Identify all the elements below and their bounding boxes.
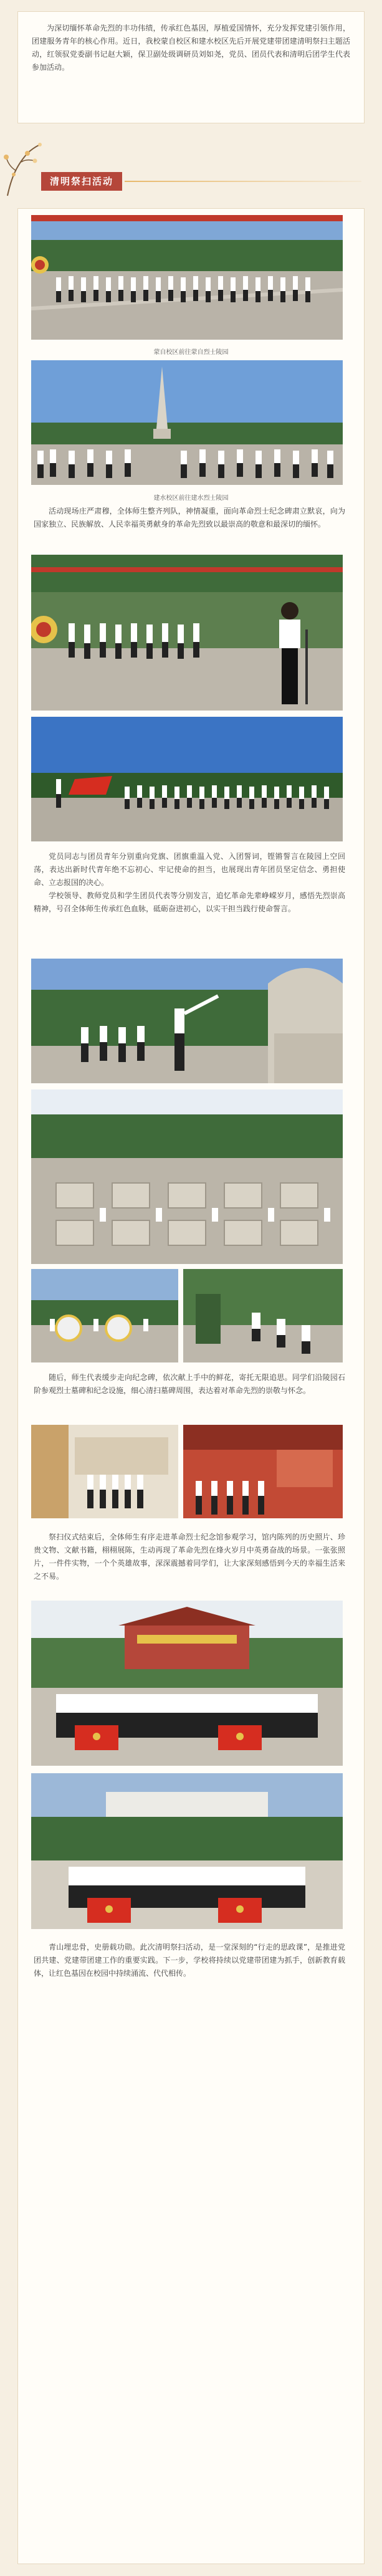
paragraph-1-block	[34, 505, 345, 531]
paragraph-4-block	[34, 1371, 345, 1397]
photo-sweeping	[183, 1269, 343, 1362]
paragraph-4: 随后，师生代表缓步走向纪念碑，依次献上手中的鲜花，寄托无限追思。同学们沿陵园石阶参观烈士墓碑和纪念设施，细心清扫墓碑周围，表达着对革命先烈的崇敬与怀念。	[34, 1373, 345, 1395]
photo-group-gate	[31, 1601, 343, 1766]
photo-jianshui-monument	[31, 360, 343, 485]
paragraph-6-block	[34, 1941, 345, 1980]
paragraph-2: 党员同志与团员青年分别重向党旗、团旗重温入党、入团誓词，铿锵誓言在陵园上空回荡，表达出新时代青年绝不忘初心、牢记使命的担当，也展现出青年团员坚定信念、勇担使命、立志报国的决心。	[34, 852, 345, 887]
photo-flag-oath	[31, 717, 343, 841]
paragraph-3: 学校领导、教师党员和学生团员代表等分别发言，追忆革命先辈峥嵘岁月，感悟先烈崇高精神，号召全体师生传承红色血脉，砥砺奋进初心，以实干担当践行使命誓言。	[34, 891, 345, 913]
paragraph-5: 祭扫仪式结束后，全体师生有序走进革命烈士纪念馆参观学习，馆内陈列的历史照片、珍贵文物、文献书籍，栩栩展陈，生动再现了革命先烈在烽火岁月中英勇奋战的场景。一张张照片，一件件实物，一个个英雄故事，深深震撼着同学们，让大家深刻感悟到今天的幸福生活来之不易。	[34, 1533, 345, 1581]
photo-museum-hall	[31, 1425, 178, 1518]
paragraph-2-block	[34, 850, 345, 916]
section-title: 清明祭扫活动	[41, 172, 122, 191]
caption-mengzi: 蒙自校区前往蒙自烈士陵园	[153, 349, 229, 356]
photo-group-steps	[31, 1773, 343, 1929]
paragraph-5-block	[34, 1531, 345, 1583]
intro-panel	[17, 11, 365, 123]
photo-speaker	[31, 555, 343, 711]
paragraph-6: 青山埋忠骨，史册载功勋。此次清明祭扫活动，是一堂深刻的“行走的思政课”，是推进党团共建、党建带团建工作的重要实践。下一步，学校将持续以党建带团建为抓手，创新教育载体，让红色基因在校园中持续涌流、代代相传。	[34, 1943, 345, 1978]
plum-branch-icon	[2, 141, 42, 197]
photo-wreaths	[31, 1269, 178, 1362]
paragraph-1: 活动现场庄严肃穆，全体师生整齐列队，神情凝重，面向革命烈士纪念碑肃立默哀，向为国家独立、民族解放、人民幸福英勇献身的革命先烈致以最崇高的敬意和最深切的缅怀。	[34, 507, 345, 529]
photo-mengzi-procession	[31, 215, 343, 340]
section-divider	[125, 181, 361, 182]
photo-salute	[31, 959, 343, 1083]
intro-paragraph: 为深切缅怀革命先烈的丰功伟绩，传承红色基因，厚植爱国情怀，充分发挥党建引领作用，团建服务青年的核心作用。近日，我校蒙自校区和建水校区先后开展党建带团建清明祭扫主题活动，红领驭党委副书记赵大颖，保卫副处级调研员刘如尧，党员、团员代表和清明后团学生代表参加活动。	[32, 24, 350, 72]
caption-jianshui: 建水校区前往建水烈士陵园	[153, 495, 229, 502]
photo-cemetery-graves	[31, 1089, 343, 1264]
photo-museum-exhibit	[183, 1425, 343, 1518]
